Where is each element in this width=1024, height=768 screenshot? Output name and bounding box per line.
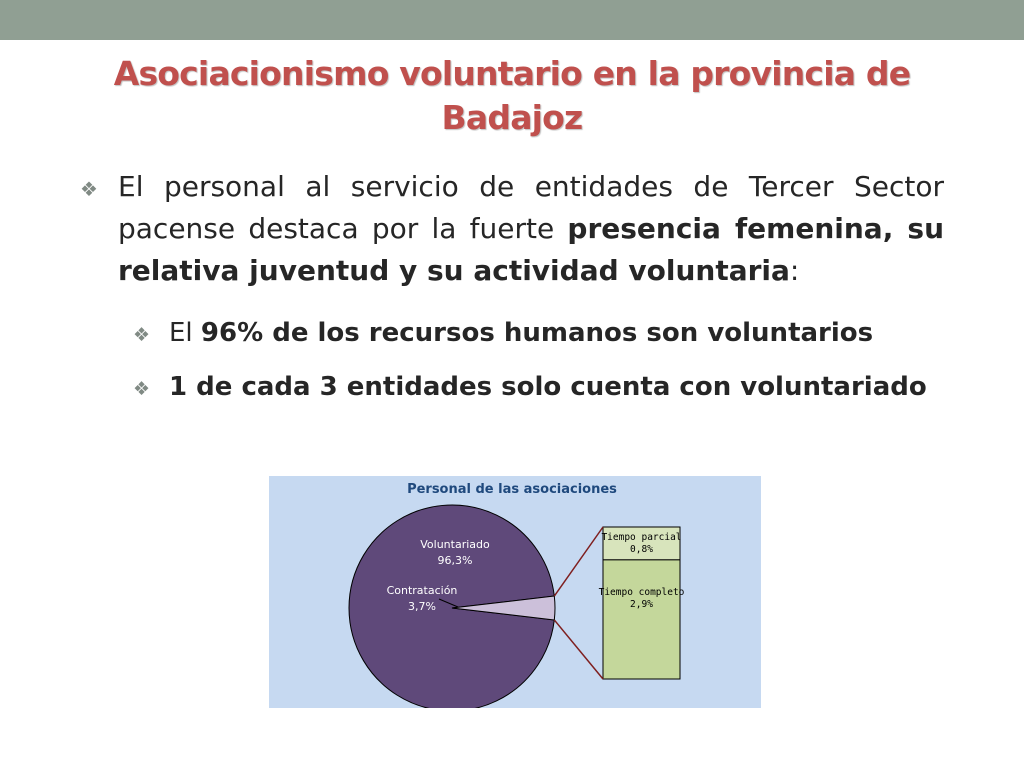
bar-segment-tiempo-completo [603,560,680,679]
label-tiempo-completo-value: 2,9% [630,598,653,610]
pie-chart [269,476,761,708]
sub-bullet-1-text-part-1: El [169,318,201,348]
main-bullet [80,166,944,292]
label-tiempo-completo-name: Tiempo completo [598,586,685,598]
label-tiempo-parcial-name: Tiempo parcial [601,532,682,543]
main-bullet-bold: presencia femenina, su relativa juventud y su actividad voluntaria [118,212,945,287]
main-bullet-text-part-2: : [789,254,800,287]
sub-bullet-1-bold: 96% de los recursos humanos son voluntarios [200,318,874,348]
main-bullet-text [118,166,944,292]
slide-title-line-1: Asociacionismo voluntario en la provincia de [113,54,911,93]
label-tiempo-parcial-value: 0,8% [630,544,653,555]
diamond-bullet-icon: ❖ [133,324,151,346]
sub-bullet-2 [133,370,953,404]
sub-bullet-2-bold: 1 de cada 3 entidades solo cuenta con voluntariado [169,372,927,402]
sub-bullet-1 [133,316,953,350]
chart-title: Personal de las asociaciones [407,482,617,497]
label-contratacion-name: Contratación [386,584,458,597]
top-accent-bar [0,0,1024,40]
slide-title [100,52,924,140]
diamond-bullet-icon: ❖ [80,177,98,201]
label-voluntariado-name: Voluntariado [420,538,490,551]
diamond-bullet-icon: ❖ [133,378,151,400]
label-voluntariado-value: 96,3% [437,554,473,567]
slide-title-line-2: Badajoz [441,98,583,137]
main-bullet-text-part-1: El personal al servicio de entidades de Tercer Sector pacense destaca por la fuerte [118,170,944,245]
pie-chart-svg [269,476,761,708]
label-contratacion-value: 3,7% [408,600,436,613]
sub-bullet-2-text [169,370,953,404]
sub-bullet-1-text [169,316,953,350]
